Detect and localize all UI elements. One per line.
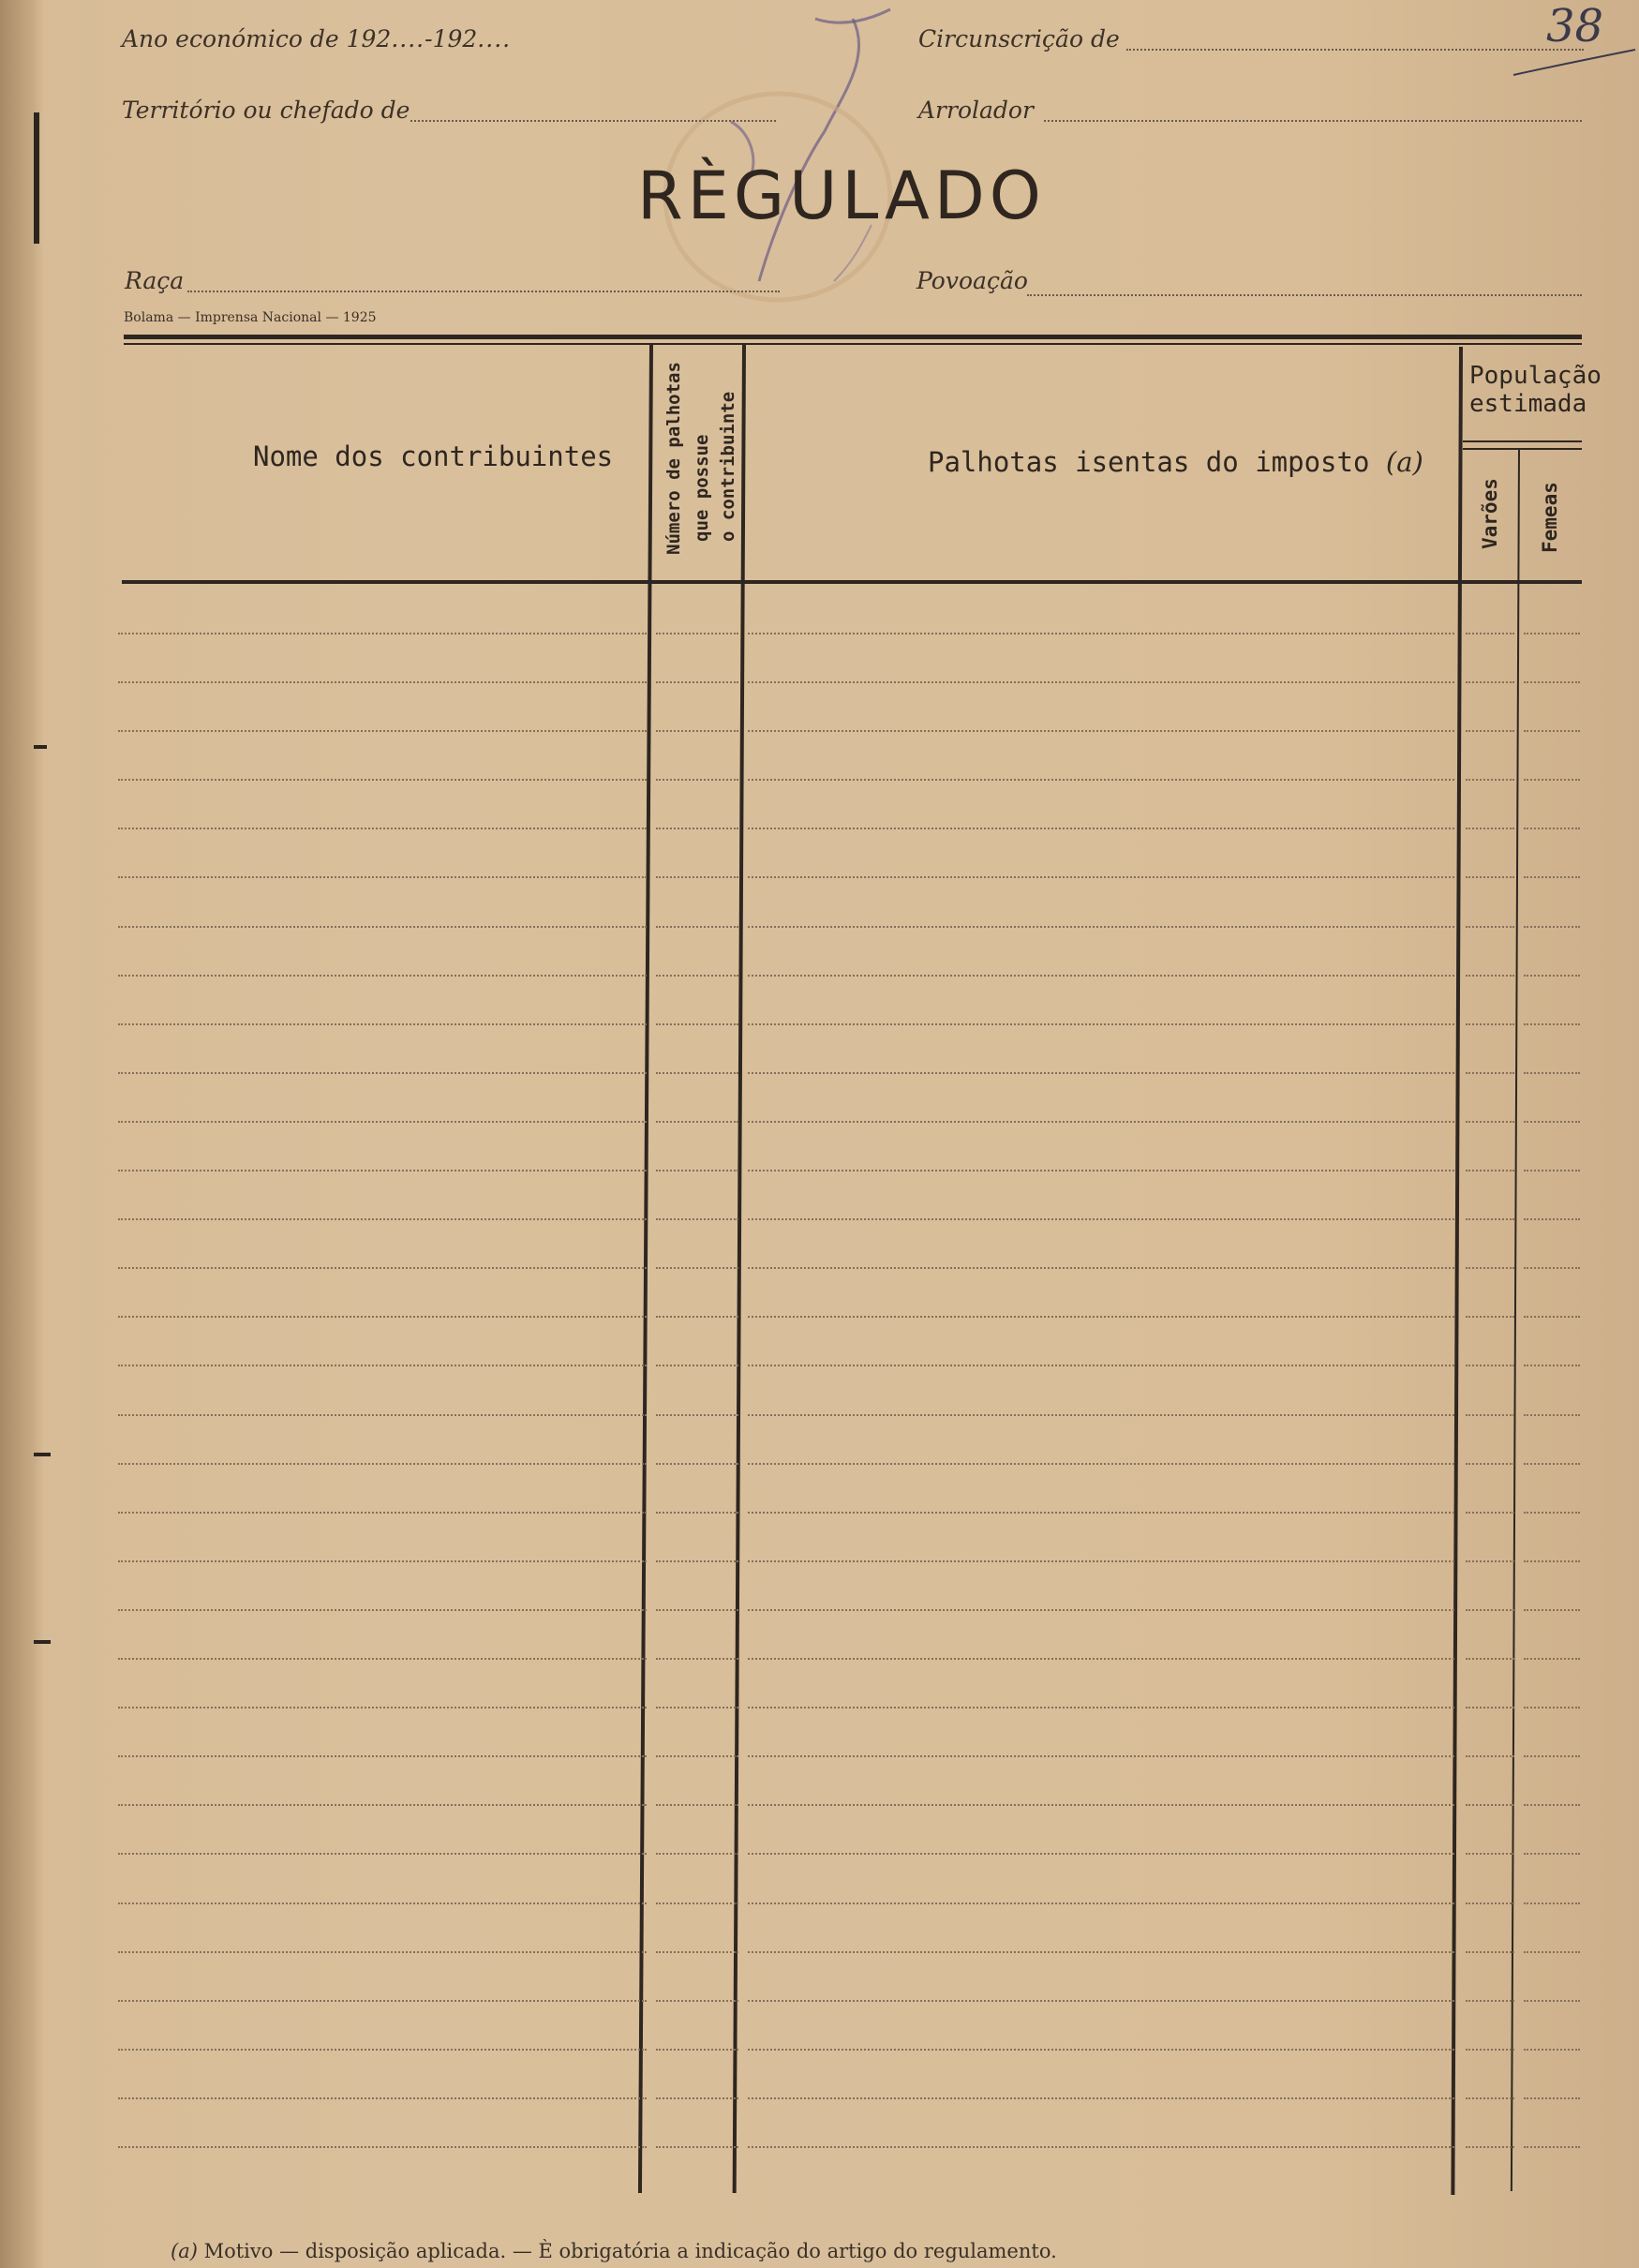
row-isentas-field[interactable]	[748, 2000, 1454, 2002]
row-isentas-field[interactable]	[748, 1218, 1454, 1220]
row-isentas-field[interactable]	[748, 2097, 1454, 2099]
row-numero-field[interactable]	[656, 1560, 738, 1562]
row-varoes-field[interactable]	[1466, 2049, 1514, 2051]
row-femeas-field[interactable]	[1524, 828, 1580, 829]
row-nome-field[interactable]	[118, 1560, 647, 1562]
row-isentas-field[interactable]	[748, 1853, 1454, 1855]
row-femeas-field[interactable]	[1524, 730, 1580, 732]
col-numero-line2: que possue	[692, 434, 712, 542]
row-nome-field[interactable]	[118, 730, 647, 732]
row-varoes-field[interactable]	[1466, 1853, 1514, 1855]
row-nome-field[interactable]	[118, 1951, 647, 1953]
row-varoes-field[interactable]	[1466, 1560, 1514, 1562]
header-bottom-rule	[122, 580, 1582, 584]
row-numero-field[interactable]	[656, 2146, 738, 2148]
row-nome-field[interactable]	[118, 828, 647, 829]
page-title: RÈGULADO	[637, 157, 1046, 234]
row-numero-field[interactable]	[656, 1023, 738, 1025]
row-nome-field[interactable]	[118, 1804, 647, 1806]
row-nome-field[interactable]	[118, 1609, 647, 1611]
row-varoes-field[interactable]	[1466, 779, 1514, 781]
row-varoes-field[interactable]	[1466, 730, 1514, 732]
row-varoes-field[interactable]	[1466, 828, 1514, 829]
row-varoes-field[interactable]	[1466, 2146, 1514, 2148]
row-isentas-field[interactable]	[748, 1512, 1454, 1514]
row-isentas-field[interactable]	[748, 1707, 1454, 1708]
row-numero-field[interactable]	[656, 1365, 738, 1366]
row-varoes-field[interactable]	[1466, 1072, 1514, 1074]
top-rule-thin	[124, 343, 1582, 345]
row-nome-field[interactable]	[118, 926, 647, 928]
footnote: (a) Motivo — disposição aplicada. — È obrigatória a indicação do artigo do regulamento.	[171, 2240, 1057, 2262]
row-varoes-field[interactable]	[1466, 876, 1514, 878]
binding-mark	[34, 745, 47, 749]
row-numero-field[interactable]	[656, 1072, 738, 1074]
row-nome-field[interactable]	[118, 2000, 647, 2002]
row-varoes-field[interactable]	[1466, 633, 1514, 634]
row-varoes-field[interactable]	[1466, 1951, 1514, 1953]
row-femeas-field[interactable]	[1524, 1463, 1580, 1465]
row-isentas-field[interactable]	[748, 1121, 1454, 1123]
row-nome-field[interactable]	[118, 1755, 647, 1757]
imprint: Bolama — Imprensa Nacional — 1925	[124, 310, 377, 325]
row-numero-field[interactable]	[656, 1267, 738, 1269]
row-varoes-field[interactable]	[1466, 1365, 1514, 1366]
row-isentas-field[interactable]	[748, 1365, 1454, 1366]
row-femeas-field[interactable]	[1524, 1316, 1580, 1318]
row-femeas-field[interactable]	[1524, 633, 1580, 634]
col-rule-4	[1511, 448, 1520, 2191]
row-isentas-field[interactable]	[748, 1023, 1454, 1025]
populacao-rule	[1463, 440, 1582, 442]
row-isentas-field[interactable]	[748, 926, 1454, 928]
row-isentas-field[interactable]	[748, 1316, 1454, 1318]
row-numero-field[interactable]	[656, 1804, 738, 1806]
row-isentas-field[interactable]	[748, 1560, 1454, 1562]
row-numero-field[interactable]	[656, 1902, 738, 1904]
row-numero-field[interactable]	[656, 1512, 738, 1514]
page-number: 38	[1546, 0, 1604, 52]
row-numero-field[interactable]	[656, 876, 738, 878]
row-nome-field[interactable]	[118, 2049, 647, 2051]
row-varoes-field[interactable]	[1466, 2000, 1514, 2002]
raca-label: Raça	[125, 267, 185, 294]
row-varoes-field[interactable]	[1466, 1218, 1514, 1220]
territorio-label: Território ou chefado de	[122, 97, 410, 124]
row-varoes-field[interactable]	[1466, 1170, 1514, 1171]
row-numero-field[interactable]	[656, 926, 738, 928]
row-nome-field[interactable]	[118, 1902, 647, 1904]
row-numero-field[interactable]	[656, 1755, 738, 1757]
row-nome-field[interactable]	[118, 1463, 647, 1465]
row-numero-field[interactable]	[656, 2097, 738, 2099]
row-femeas-field[interactable]	[1524, 1072, 1580, 1074]
row-isentas-field[interactable]	[748, 730, 1454, 732]
row-varoes-field[interactable]	[1466, 1755, 1514, 1757]
row-femeas-field[interactable]	[1524, 2049, 1580, 2051]
row-numero-field[interactable]	[656, 1414, 738, 1416]
row-femeas-field[interactable]	[1524, 1414, 1580, 1416]
row-numero-field[interactable]	[656, 2000, 738, 2002]
col-femeas-header: Femeas	[1539, 482, 1561, 553]
row-varoes-field[interactable]	[1466, 1023, 1514, 1025]
arrolador-label: Arrolador	[918, 97, 1034, 124]
row-varoes-field[interactable]	[1466, 926, 1514, 928]
row-nome-field[interactable]	[118, 1023, 647, 1025]
row-isentas-field[interactable]	[748, 779, 1454, 781]
circunscricao-label: Circunscrição de	[918, 25, 1120, 52]
row-varoes-field[interactable]	[1466, 1658, 1514, 1660]
row-numero-field[interactable]	[656, 1218, 738, 1220]
row-nome-field[interactable]	[118, 2097, 647, 2099]
row-varoes-field[interactable]	[1466, 681, 1514, 683]
row-isentas-field[interactable]	[748, 876, 1454, 878]
row-nome-field[interactable]	[118, 1072, 647, 1074]
row-isentas-field[interactable]	[748, 1755, 1454, 1757]
row-varoes-field[interactable]	[1466, 1512, 1514, 1514]
row-isentas-field[interactable]	[748, 1658, 1454, 1660]
circunscricao-field[interactable]	[1126, 49, 1584, 51]
ano-economico-label: Ano económico de 192....-192....	[122, 25, 512, 52]
row-nome-field[interactable]	[118, 633, 647, 634]
col-isentas-header: Palhotas isentas do imposto (a)	[928, 446, 1423, 478]
row-isentas-field[interactable]	[748, 975, 1454, 977]
row-varoes-field[interactable]	[1466, 1267, 1514, 1269]
binding-mark	[34, 1640, 51, 1644]
row-femeas-field[interactable]	[1524, 926, 1580, 928]
row-isentas-field[interactable]	[748, 1463, 1454, 1465]
row-varoes-field[interactable]	[1466, 1316, 1514, 1318]
row-nome-field[interactable]	[118, 1512, 647, 1514]
row-nome-field[interactable]	[118, 1365, 647, 1366]
row-femeas-field[interactable]	[1524, 1804, 1580, 1806]
top-rule	[124, 335, 1582, 339]
row-numero-field[interactable]	[656, 1707, 738, 1708]
row-femeas-field[interactable]	[1524, 1512, 1580, 1514]
row-femeas-field[interactable]	[1524, 2146, 1580, 2148]
row-varoes-field[interactable]	[1466, 1463, 1514, 1465]
row-nome-field[interactable]	[118, 1707, 647, 1708]
row-nome-field[interactable]	[118, 1853, 647, 1855]
row-varoes-field[interactable]	[1466, 1804, 1514, 1806]
row-varoes-field[interactable]	[1466, 1609, 1514, 1611]
row-femeas-field[interactable]	[1524, 2000, 1580, 2002]
row-nome-field[interactable]	[118, 779, 647, 781]
row-isentas-field[interactable]	[748, 1951, 1454, 1953]
col-numero-line1: Número de palhotas	[663, 362, 684, 555]
row-femeas-field[interactable]	[1524, 1902, 1580, 1904]
row-numero-field[interactable]	[656, 1316, 738, 1318]
row-femeas-field[interactable]	[1524, 1951, 1580, 1953]
row-numero-field[interactable]	[656, 1609, 738, 1611]
row-varoes-field[interactable]	[1466, 1414, 1514, 1416]
binding-mark	[34, 1453, 51, 1456]
row-femeas-field[interactable]	[1524, 1170, 1580, 1171]
row-femeas-field[interactable]	[1524, 681, 1580, 683]
row-nome-field[interactable]	[118, 681, 647, 683]
povoacao-label: Povoação	[916, 267, 1028, 294]
row-femeas-field[interactable]	[1524, 1121, 1580, 1123]
row-numero-field[interactable]	[656, 1463, 738, 1465]
row-nome-field[interactable]	[118, 2146, 647, 2148]
row-isentas-field[interactable]	[748, 681, 1454, 683]
row-numero-field[interactable]	[656, 730, 738, 732]
row-numero-field[interactable]	[656, 1170, 738, 1171]
row-isentas-field[interactable]	[748, 1170, 1454, 1171]
row-femeas-field[interactable]	[1524, 1023, 1580, 1025]
row-nome-field[interactable]	[118, 1170, 647, 1171]
arrolador-field[interactable]	[1044, 120, 1582, 122]
row-numero-field[interactable]	[656, 1853, 738, 1855]
row-femeas-field[interactable]	[1524, 1853, 1580, 1855]
row-numero-field[interactable]	[656, 633, 738, 634]
row-varoes-field[interactable]	[1466, 975, 1514, 977]
row-numero-field[interactable]	[656, 975, 738, 977]
row-nome-field[interactable]	[118, 1267, 647, 1269]
row-femeas-field[interactable]	[1524, 876, 1580, 878]
col-nome-header: Nome dos contribuintes	[253, 440, 614, 472]
row-nome-field[interactable]	[118, 876, 647, 878]
povoacao-field[interactable]	[1027, 294, 1582, 296]
row-femeas-field[interactable]	[1524, 779, 1580, 781]
row-isentas-field[interactable]	[748, 1414, 1454, 1416]
row-varoes-field[interactable]	[1466, 1707, 1514, 1708]
row-nome-field[interactable]	[118, 1658, 647, 1660]
row-femeas-field[interactable]	[1524, 1218, 1580, 1220]
row-femeas-field[interactable]	[1524, 1609, 1580, 1611]
col-rule-3	[1451, 347, 1463, 2195]
territorio-field[interactable]	[410, 120, 776, 122]
row-isentas-field[interactable]	[748, 633, 1454, 634]
binding-edge	[0, 0, 43, 2268]
row-nome-field[interactable]	[118, 1218, 647, 1220]
row-isentas-field[interactable]	[748, 1609, 1454, 1611]
populacao-rule-2	[1463, 448, 1582, 450]
row-numero-field[interactable]	[656, 1951, 738, 1953]
col-numero-line3: o contribuinte	[718, 391, 738, 542]
binding-mark	[34, 112, 39, 244]
col-populacao-header: População estimada	[1469, 362, 1602, 418]
row-femeas-field[interactable]	[1524, 1267, 1580, 1269]
row-numero-field[interactable]	[656, 2049, 738, 2051]
row-femeas-field[interactable]	[1524, 1755, 1580, 1757]
row-femeas-field[interactable]	[1524, 2097, 1580, 2099]
row-numero-field[interactable]	[656, 828, 738, 829]
row-isentas-field[interactable]	[748, 1804, 1454, 1806]
row-nome-field[interactable]	[118, 1316, 647, 1318]
col-varoes-header: Varões	[1479, 478, 1501, 549]
row-femeas-field[interactable]	[1524, 1560, 1580, 1562]
row-varoes-field[interactable]	[1466, 1121, 1514, 1123]
row-numero-field[interactable]	[656, 1658, 738, 1660]
row-isentas-field[interactable]	[748, 1072, 1454, 1074]
row-nome-field[interactable]	[118, 1121, 647, 1123]
row-femeas-field[interactable]	[1524, 975, 1580, 977]
underline-stroke	[1509, 42, 1639, 80]
row-numero-field[interactable]	[656, 1121, 738, 1123]
row-isentas-field[interactable]	[748, 1902, 1454, 1904]
row-numero-field[interactable]	[656, 681, 738, 683]
row-isentas-field[interactable]	[748, 1267, 1454, 1269]
row-nome-field[interactable]	[118, 1414, 647, 1416]
row-femeas-field[interactable]	[1524, 1365, 1580, 1366]
row-isentas-field[interactable]	[748, 2049, 1454, 2051]
raca-field[interactable]	[187, 291, 780, 292]
row-femeas-field[interactable]	[1524, 1658, 1580, 1660]
row-nome-field[interactable]	[118, 975, 647, 977]
row-numero-field[interactable]	[656, 779, 738, 781]
row-femeas-field[interactable]	[1524, 1707, 1580, 1708]
row-isentas-field[interactable]	[748, 828, 1454, 829]
row-varoes-field[interactable]	[1466, 1902, 1514, 1904]
row-varoes-field[interactable]	[1466, 2097, 1514, 2099]
row-isentas-field[interactable]	[748, 2146, 1454, 2148]
